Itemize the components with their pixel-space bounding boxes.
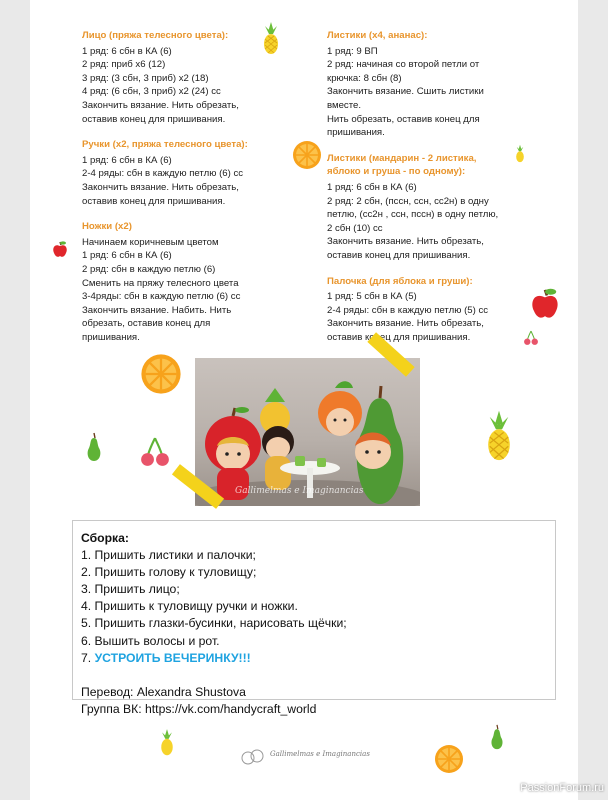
assembly-step: 4. Пришить к туловищу ручки и ножки. bbox=[81, 599, 298, 614]
section-pineapple-leaves bbox=[327, 29, 557, 140]
step-7-number: 7. bbox=[81, 650, 95, 665]
cherries-icon bbox=[523, 330, 539, 346]
instruction-line: вместе. bbox=[327, 99, 362, 111]
pineapple-icon bbox=[158, 728, 176, 758]
section-header: Листики (мандарин - 2 листика, bbox=[327, 152, 477, 164]
instruction-line: оставив конец для пришивания. bbox=[327, 249, 471, 261]
assembly-step: 3. Пришить лицо; bbox=[81, 582, 180, 597]
pattern-page bbox=[30, 0, 578, 800]
instruction-line: 1 ряд: 5 сбн в КА (5) bbox=[327, 291, 417, 303]
logo-icon bbox=[240, 746, 266, 768]
amigurumi-photo bbox=[195, 358, 420, 506]
section-header: Ручки (х2, пряжа телесного цвета): bbox=[82, 139, 248, 151]
instruction-line: 2-4 ряды: сбн в каждую петлю (5) сс bbox=[327, 304, 489, 316]
instruction-line: 1 ряд: 6 сбн в КА (6) bbox=[82, 45, 172, 57]
brand-logo bbox=[240, 746, 380, 770]
party-text: УСТРОИТЬ ВЕЧЕРИНКУ!!! bbox=[94, 650, 251, 665]
instruction-line: 1 ряд: 9 ВП bbox=[327, 45, 378, 57]
instruction-line: 1 ряд: 6 сбн в КА (6) bbox=[82, 154, 172, 166]
instruction-line: петлю, (сс2н , ссн, пссн) в одну петлю, bbox=[327, 209, 499, 221]
apple-icon bbox=[530, 286, 560, 320]
instruction-line: Нить обрезать, оставив конец для bbox=[327, 113, 480, 125]
instruction-line: Закончить вязание. Сшить листики bbox=[327, 86, 484, 98]
assembly-step: 1. Пришить листики и палочки; bbox=[81, 548, 256, 563]
instruction-line: 2-4 ряды: сбн в каждую петлю (6) сс bbox=[82, 168, 244, 180]
section-legs bbox=[82, 220, 302, 344]
pineapple-icon bbox=[260, 22, 282, 56]
section-header: Листики (х4, ананас): bbox=[327, 30, 428, 41]
assembly-content bbox=[81, 530, 347, 718]
instruction-line: оставив конец для пришивания. bbox=[82, 195, 226, 207]
instruction-line: крючка: 8 сбн (8) bbox=[327, 72, 402, 84]
pineapple-icon bbox=[482, 410, 516, 464]
instruction-line: оставив конец для пришивания. bbox=[327, 331, 471, 343]
cherries-icon bbox=[138, 436, 172, 468]
instruction-line: оставив конец для пришивания. bbox=[82, 113, 226, 125]
right-column bbox=[327, 29, 557, 356]
assembly-step: 5. Пришить глазки-бусинки, нарисовать щёчки; bbox=[81, 616, 347, 631]
instruction-line: 2 ряд: 2 сбн, (пссн, ссн, сс2н) в одну bbox=[327, 195, 489, 207]
vk-group-link[interactable]: Группа ВК: https://vk.com/handycraft_world bbox=[81, 701, 317, 716]
pear-icon bbox=[488, 724, 506, 750]
orange-slice-icon bbox=[140, 353, 182, 395]
instruction-line: 1 ряд: 6 сбн в КА (6) bbox=[82, 250, 172, 262]
section-header: Ножки (х2) bbox=[82, 221, 132, 233]
assembly-box bbox=[72, 520, 556, 716]
assembly-step: 2. Пришить голову к туловищу; bbox=[81, 565, 257, 580]
instruction-line: 2 ряд: сбн в каждую петлю (6) bbox=[82, 263, 216, 275]
pear-icon bbox=[84, 432, 104, 462]
instruction-line: пришивания. bbox=[327, 127, 385, 139]
section-header: Лицо (пряжа телесного цвета): bbox=[82, 30, 229, 41]
instruction-line: Закончить вязание. Нить обрезать, bbox=[82, 181, 239, 193]
instruction-line: 2 сбн (10) сс bbox=[327, 222, 383, 234]
pineapple-icon bbox=[514, 144, 526, 164]
instruction-line: Сменить на пряжу телесного цвета bbox=[82, 277, 239, 289]
instruction-line: Закончить вязание. Нить обрезать, bbox=[82, 99, 239, 111]
instruction-line: Закончить вязание. Нить обрезать, bbox=[327, 236, 484, 248]
instruction-line: 4 ряд: (6 сбн, 3 приб) х2 (24) сс bbox=[82, 86, 221, 98]
section-header-continued: яблоко и груша - по одному): bbox=[327, 166, 466, 178]
instruction-line: Начинаем коричневым цветом bbox=[82, 236, 219, 248]
dolls-illustration bbox=[195, 358, 420, 506]
instruction-line: Закончить вязание. Набить. Нить bbox=[82, 304, 232, 316]
assembly-step-7 bbox=[81, 650, 347, 667]
apple-icon bbox=[52, 240, 68, 258]
instruction-line: 2 ряд: начиная со второй петли от bbox=[327, 59, 480, 71]
photo-watermark: Gallimelmas e Imaginancias bbox=[235, 486, 364, 496]
orange-slice-icon bbox=[434, 744, 464, 774]
assembly-title: Сборка: bbox=[81, 531, 129, 545]
section-header: Палочка (для яблока и груши): bbox=[327, 275, 473, 287]
orange-slice-icon bbox=[292, 140, 322, 170]
instruction-line: 3 ряд: (3 сбн, 3 приб) х2 (18) bbox=[82, 72, 209, 84]
left-column bbox=[82, 29, 302, 356]
instruction-line: пришивания. bbox=[82, 331, 140, 343]
instruction-line: 1 ряд: 6 сбн в КА (6) bbox=[327, 181, 417, 193]
instruction-line: 2 ряд: приб х6 (12) bbox=[82, 59, 166, 71]
section-arms bbox=[82, 138, 302, 208]
section-other-leaves bbox=[327, 152, 557, 263]
translator-credit: Перевод: Alexandra Shustova bbox=[81, 684, 246, 699]
logo-text: Gallimelmas e Imaginancias bbox=[270, 750, 370, 758]
site-watermark: PassionForum.ru bbox=[520, 782, 604, 794]
assembly-step: 6. Вышить волосы и рот. bbox=[81, 633, 220, 648]
instruction-line: Закончить вязание. Нить обрезать, bbox=[327, 318, 484, 330]
instruction-line: 3-4ряды: сбн в каждую петлю (6) сс bbox=[82, 291, 241, 303]
instruction-line: обрезать, оставив конец для bbox=[82, 318, 211, 330]
